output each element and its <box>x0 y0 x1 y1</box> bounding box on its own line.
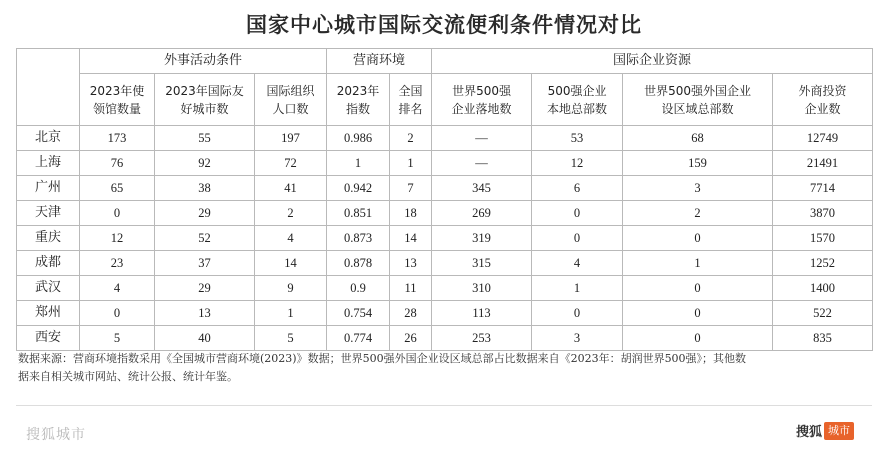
value-cell: 37 <box>155 251 255 276</box>
sohu-city-logo <box>796 421 854 440</box>
note-line-1: 数据来源：营商环境指数采用《全国城市营商环境(2023)》数据；世界500强外国企业设区域总部占比数据来自《2023年：胡润世界500强》；其他数 <box>18 352 747 365</box>
value-cell: 1 <box>327 151 390 176</box>
value-cell: 1 <box>623 251 773 276</box>
column-header-line: 外商投资 <box>798 83 847 98</box>
column-header-line: 世界500强 <box>452 83 511 98</box>
value-cell: 0.9 <box>327 276 390 301</box>
value-cell: 0 <box>623 301 773 326</box>
value-cell: 0.774 <box>327 326 390 351</box>
column-header-line: 企业落地数 <box>451 101 512 116</box>
value-cell: 253 <box>432 326 532 351</box>
city-cell: 天津 <box>17 201 80 226</box>
footer-divider <box>16 405 872 406</box>
value-cell: 12 <box>80 226 155 251</box>
column-header-line: 全国 <box>398 83 423 98</box>
column-header-8 <box>773 74 873 126</box>
value-cell: 269 <box>432 201 532 226</box>
value-cell: 40 <box>155 326 255 351</box>
column-header-4 <box>390 74 432 126</box>
value-cell: 0 <box>532 226 623 251</box>
value-cell: 41 <box>255 176 327 201</box>
value-cell: 18 <box>390 201 432 226</box>
column-header-2 <box>255 74 327 126</box>
table-row <box>17 251 873 276</box>
value-cell: 310 <box>432 276 532 301</box>
value-cell: 1 <box>255 301 327 326</box>
value-cell: 3870 <box>773 201 873 226</box>
column-header-line: 2023年使 <box>89 83 145 98</box>
city-cell: 郑州 <box>17 301 80 326</box>
value-cell: 173 <box>80 126 155 151</box>
sohu-city-watermark: 搜狐城市 <box>26 427 86 443</box>
column-header-line: 2023年国际友 <box>165 83 244 98</box>
value-cell: 3 <box>623 176 773 201</box>
column-header-line: 本地总部数 <box>547 101 608 116</box>
column-header-7 <box>623 74 773 126</box>
column-header-1 <box>155 74 255 126</box>
value-cell: 4 <box>532 251 623 276</box>
logo-main-text: 搜狐 <box>795 425 822 440</box>
value-cell: 92 <box>155 151 255 176</box>
city-header-cell <box>17 49 80 126</box>
value-cell: 21491 <box>773 151 873 176</box>
value-cell: 1570 <box>773 226 873 251</box>
city-cell: 西安 <box>17 326 80 351</box>
value-cell: 23 <box>80 251 155 276</box>
value-cell: 28 <box>390 301 432 326</box>
column-header-line: 世界500强外国企业 <box>644 83 751 98</box>
value-cell: 52 <box>155 226 255 251</box>
value-cell: 315 <box>432 251 532 276</box>
value-cell: 14 <box>255 251 327 276</box>
value-cell: 0.851 <box>327 201 390 226</box>
column-header-line: 设区域总部数 <box>661 101 734 116</box>
value-cell: 0 <box>623 226 773 251</box>
table-row <box>17 126 873 151</box>
value-cell: 9 <box>255 276 327 301</box>
column-header-3 <box>327 74 390 126</box>
value-cell: — <box>432 126 532 151</box>
value-cell: 113 <box>432 301 532 326</box>
table-row <box>17 151 873 176</box>
value-cell: 29 <box>155 276 255 301</box>
value-cell: 1 <box>532 276 623 301</box>
value-cell: 522 <box>773 301 873 326</box>
column-header-5 <box>432 74 532 126</box>
value-cell: 7714 <box>773 176 873 201</box>
value-cell: 4 <box>255 226 327 251</box>
value-cell: 0.986 <box>327 126 390 151</box>
group-header-foreign-affairs: 外事活动条件 <box>80 49 327 74</box>
value-cell: 0 <box>623 276 773 301</box>
column-header-line: 2023年 <box>336 83 380 98</box>
value-cell: 55 <box>155 126 255 151</box>
group-header-row <box>17 49 873 74</box>
logo-tag: 城市 <box>824 422 854 440</box>
column-header-line: 企业数 <box>804 101 841 116</box>
value-cell: 14 <box>390 226 432 251</box>
value-cell: 38 <box>155 176 255 201</box>
column-header-row <box>17 74 873 126</box>
column-header-line: 排名 <box>398 101 423 116</box>
data-source-note <box>18 350 874 386</box>
value-cell: 197 <box>255 126 327 151</box>
page-title: 国家中心城市国际交流便利条件情况对比 <box>246 13 642 37</box>
value-cell: 0 <box>532 201 623 226</box>
column-header-6 <box>532 74 623 126</box>
table-row <box>17 276 873 301</box>
value-cell: 2 <box>623 201 773 226</box>
value-cell: 68 <box>623 126 773 151</box>
value-cell: 0 <box>80 201 155 226</box>
value-cell: 65 <box>80 176 155 201</box>
value-cell: 1252 <box>773 251 873 276</box>
table-row <box>17 326 873 351</box>
note-line-2: 据来自相关城市网站、统计公报、统计年鉴。 <box>18 370 238 383</box>
value-cell: 159 <box>623 151 773 176</box>
city-cell: 广州 <box>17 176 80 201</box>
value-cell: 76 <box>80 151 155 176</box>
value-cell: 0 <box>80 301 155 326</box>
value-cell: 0 <box>623 326 773 351</box>
table-row <box>17 176 873 201</box>
city-cell: 武汉 <box>17 276 80 301</box>
city-cell: 重庆 <box>17 226 80 251</box>
value-cell: 319 <box>432 226 532 251</box>
value-cell: 0.873 <box>327 226 390 251</box>
value-cell: 26 <box>390 326 432 351</box>
value-cell: 835 <box>773 326 873 351</box>
group-header-intl-enterprise: 国际企业资源 <box>432 49 873 74</box>
comparison-table <box>16 48 873 351</box>
table-row <box>17 201 873 226</box>
value-cell: 53 <box>532 126 623 151</box>
value-cell: 12 <box>532 151 623 176</box>
value-cell: 5 <box>255 326 327 351</box>
column-header-0 <box>80 74 155 126</box>
value-cell: 0.754 <box>327 301 390 326</box>
value-cell: 6 <box>532 176 623 201</box>
column-header-line: 好城市数 <box>180 101 229 116</box>
value-cell: 11 <box>390 276 432 301</box>
column-header-line: 人口数 <box>272 101 309 116</box>
value-cell: 4 <box>80 276 155 301</box>
value-cell: 3 <box>532 326 623 351</box>
column-header-line: 领馆数量 <box>92 101 141 116</box>
value-cell: 13 <box>155 301 255 326</box>
value-cell: 2 <box>390 126 432 151</box>
column-header-line: 国际组织 <box>266 83 315 98</box>
table-row <box>17 226 873 251</box>
city-cell: 成都 <box>17 251 80 276</box>
value-cell: 345 <box>432 176 532 201</box>
value-cell: 7 <box>390 176 432 201</box>
value-cell: 5 <box>80 326 155 351</box>
table-row <box>17 301 873 326</box>
value-cell: 0.878 <box>327 251 390 276</box>
value-cell: 12749 <box>773 126 873 151</box>
value-cell: 72 <box>255 151 327 176</box>
column-header-line: 指数 <box>346 101 371 116</box>
column-header-line: 500强企业 <box>547 83 607 98</box>
value-cell: — <box>432 151 532 176</box>
value-cell: 0 <box>532 301 623 326</box>
value-cell: 2 <box>255 201 327 226</box>
value-cell: 1 <box>390 151 432 176</box>
group-header-business-env: 营商环境 <box>327 49 432 74</box>
value-cell: 13 <box>390 251 432 276</box>
value-cell: 1400 <box>773 276 873 301</box>
city-cell: 北京 <box>17 126 80 151</box>
value-cell: 29 <box>155 201 255 226</box>
value-cell: 0.942 <box>327 176 390 201</box>
city-cell: 上海 <box>17 151 80 176</box>
